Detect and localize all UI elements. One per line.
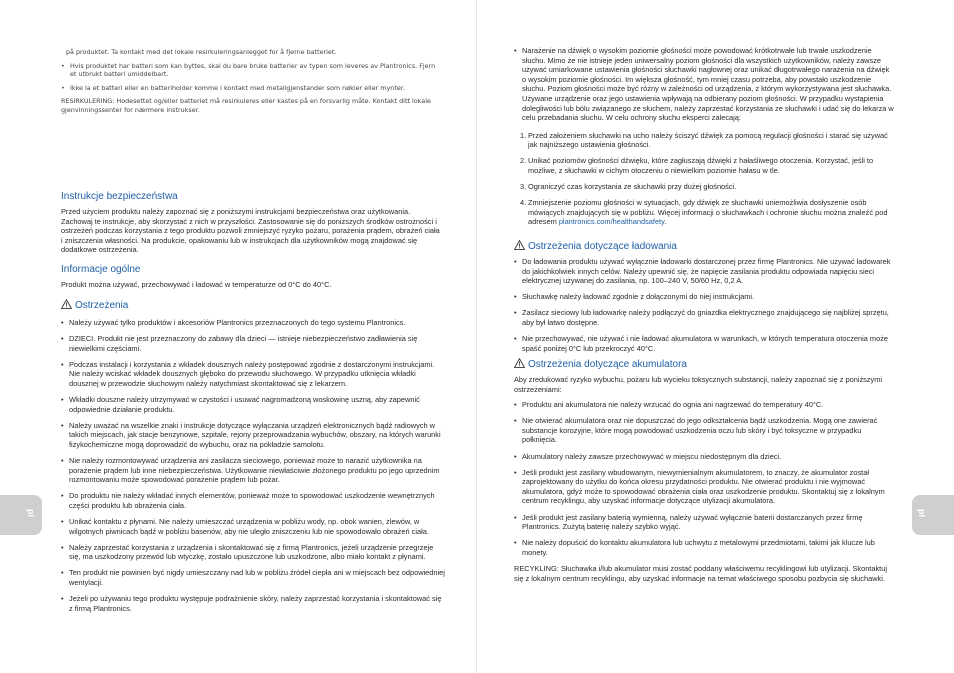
list-item: [514, 156, 894, 175]
step-number: 1.: [520, 130, 527, 140]
general-paragraph: Produkt można używać, przechowywać i ładować w temperaturze od 0°C do 40°C.: [61, 280, 332, 289]
list-item: • Nie przechowywać, nie używać i nie ładować akumulatora w warunkach, w których temperatura otoczenia może spaść poniżej 0°C lub przekroczyć 40°C.: [514, 334, 894, 353]
warning-triangle-icon: [514, 358, 525, 368]
list-item: • Do produktu nie należy wkładać innych elementów, ponieważ może to spowodować uszkodzenie wewnętrznych części produktu lub obrażenia ciała.: [61, 491, 445, 510]
list-item: • Ten produkt nie powinien być nigdy umieszczany nad lub w pobliżu źródeł ciepła ani w miejscach bez odpowiedniej wentylacji.: [61, 568, 445, 587]
safety-heading: Instrukcje bezpieczeństwa: [61, 191, 178, 202]
list-item: • Należy używać tylko produktów i akcesoriów Plantronics przeznaczonych do tego systemu Plantronics.: [61, 318, 445, 328]
list-item: • Nie należy rozmontowywać urządzenia ani zasilacza sieciowego, ponieważ może to narazić użytkownika na porażenie prądem lub inne niebezpieczeństwa. Użytkowanie niewłaściwie złożonego produktu po jego uprzednim rozmontowaniu może spowodować porażenie prądem lub pożar.: [61, 456, 445, 485]
list-item: • Nie otwierać akumulatora oraz nie dopuszczać do jego odkształcenia bądź uszkodzenia. Mogą one zawierać substancje korozyjne, które mogą powodować uszkodzenia oczu lub skóry i być toksyczne w przypadku połknięcia.: [514, 416, 894, 445]
list-item: • Jeśli produkt jest zasilany wbudowanym, niewymienialnym akumulatorem, to znaczy, że akumulator został zaprojektowany do użytku do końca okresu przydatności produktu. Nie otwierać produktu i nie wyjmować akumulatora, gdyż może to spowodować obrażenia ciała oraz uszkodzenie produktu. Skontaktuj się z lokalnym centrum recyklingu, aby uzyskać informacje dotyczące utylizacji akumulatora.: [514, 468, 894, 506]
step-number: 2.: [520, 156, 527, 166]
list-item: [514, 182, 894, 192]
list-item: • Wkładki douszne należy utrzymywać w czystości i usuwać nagromadzoną woskowinę uszną, aby zapewnić odpowiednie działanie produktu.: [61, 395, 445, 414]
language-tab-right: [912, 495, 954, 535]
battery-heading: [514, 358, 687, 370]
step-text: Przed założeniem słuchawki na ucho należy ściszyć dźwięk za pomocą regulacji głośności i starać się używać jak najniższego ustawienia głośności.: [528, 130, 888, 150]
general-text: [61, 280, 441, 290]
list-item: • Jeżeli po używaniu tego produktu występuje podrażnienie skóry, należy zaprzestać korzystania i skontaktować się z firmą Plantronics.: [61, 594, 445, 613]
norwegian-text-block: [61, 48, 441, 115]
step-text: Ograniczyć czas korzystania ze słuchawki przy dużej głośności.: [528, 182, 737, 192]
language-tab-label: pl: [26, 509, 36, 517]
warnings-list-wrap: [61, 318, 445, 620]
charging-list: [514, 257, 894, 353]
list-item: 4. Zmniejszenie poziomu głośności w sytuacjach, gdy dźwięk ze słuchawki uniemożliwia dosłyszenie osób mówiących znajdujących się w pobliżu. Więcej informacji o słuchawkach i ochronie słuchu można znaleźć pod adresem plantronics.com/healthandsafety.: [520, 198, 888, 227]
norwegian-bullet: • Hvis produktet har batteri som kan byttes, skal du bare bruke batterier av typen som leveres av Plantronics. Fjern et utbrukt batteri umiddelbart.: [61, 62, 441, 79]
warnings-list: [61, 318, 445, 613]
step-number: 4.: [520, 198, 527, 208]
norwegian-bullet: • Ikke la et batteri eller en batteriholder komme i kontakt med metallgjenstander som nøkler eller mynter.: [61, 84, 441, 93]
hearing-steps: [514, 131, 894, 227]
norwegian-line: på produktet. Ta kontakt med det lokale resirkuleringsanlegget for å fjerne batteriet.: [66, 48, 337, 56]
list-item: • Unikać kontaktu z płynami. Nie należy umieszczać urządzenia w pobliżu wody, np. obok wanien, zlewów, w wilgotnych piwnicach bądź w pobliżu basenów, aby nie uległo zniszczeniu lub nie spowodowało obrażeń ciała.: [61, 517, 445, 536]
list-item: • Nie należy dopuścić do kontaktu akumulatora lub uchwytu z metalowymi przedmiotami, takimi jak klucze lub monety.: [514, 538, 894, 557]
list-item: • Zasilacz sieciowy lub ładowarkę należy podłączyć do gniazdka elektrycznego znajdującego się najbliżej sprzętu, aby był łatwo dostępne.: [514, 308, 894, 327]
charging-section: [514, 257, 894, 360]
norwegian-recycling: RESIRKULERING: Hodesettet og/eller batteriet må resirkuleres eller kastes på en forsvarlig måte. Kontakt ditt lokale gjenvinningssenter for nærmere instrukser.: [61, 97, 431, 114]
health-safety-link[interactable]: plantronics.com/healthandsafety: [558, 217, 665, 227]
safety-text: [61, 207, 441, 255]
warning-triangle-icon: [61, 299, 72, 309]
charging-heading: [514, 240, 677, 252]
list-item: • Podczas instalacji i korzystania z wkładek dousznych należy postępować zgodnie z dostarczonymi instrukcjami. Nie należy wciskać wkładek dousznych głęboko do przewodu słuchowego. W przypadku utknięcia wkładki dousznej w przewodzie słuchowym należy natychmiast skontaktować się z lekarzem.: [61, 360, 445, 389]
warnings-heading: [61, 299, 128, 311]
battery-list: [514, 400, 894, 557]
list-item: • Do ładowania produktu używać wyłącznie ładowarki dostarczonej przez firmę Plantronics. Nie używać ładowarek do jakichkolwiek innych celów. Należy upewnić się, że napięcie zasilania produktu odpowiada napięciu sieci elektrycznej używanej do zasilania, np. 100–240 V, 50/60 Hz, 0,2 A.: [514, 257, 894, 286]
battery-section: [514, 375, 894, 583]
warnings-heading-text: Ostrzeżenia: [75, 300, 129, 311]
general-heading: Informacje ogólne: [61, 264, 141, 275]
list-item: • Słuchawkę należy ładować zgodnie z dołączonymi do niej instrukcjami.: [514, 292, 894, 302]
list-item: • Akumulatory należy zawsze przechowywać w miejscu niedostępnym dla dzieci.: [514, 452, 894, 462]
list-item: • Produktu ani akumulatora nie należy wrzucać do ognia ani nagrzewać do temperatury 40°C.: [514, 400, 894, 410]
charging-heading-text: Ostrzeżenia dotyczące ładowania: [528, 241, 677, 252]
battery-intro: Aby zredukować ryzyko wybuchu, pożaru lub wycieku toksycznych substancji, należy zapoznać się z poniższymi ostrzeżeniami:: [514, 375, 883, 394]
list-item: • Należy zaprzestać korzystania z urządzenia i skontaktować się z firmą Plantronics, jeżeli urządzenie przegrzeje się, ma uszkodzony przewód lub wtyczkę, zostało upuszczone lub uszkodzone, albo miało kontakt z płynami.: [61, 543, 445, 562]
list-item: • Jeśli produkt jest zasilany baterią wymienną, należy używać wyłącznie baterii dostarczanych przez firmę Plantronics. Zużytą baterię należy szybko wyjąć.: [514, 513, 894, 532]
step-number: 3.: [520, 182, 527, 192]
list-item: [514, 131, 894, 150]
list-item: • Należy uważać na wszelkie znaki i instrukcje dotyczące wyłączania urządzeń elektronicznych bądź radiowych w takich miejscach, jak stacje benzynowe, szpitale, rejony przeprowadzania wybuchów, obszary, na których warunki fizykochemiczne mogą doprowadzić do wybuchu, oraz na pokładzie samolotu.: [61, 421, 445, 450]
step-text: Unikać poziomów głośności dźwięku, które zagłuszają dźwięki z hałaśliwego otoczenia. Korzystać, jeśli to możliwe, z słuchawki w cichym otoczeniu o niewielkim poziomie hałasu w tle.: [528, 156, 874, 176]
warning-triangle-icon: [514, 240, 525, 250]
language-tab-label: pl: [917, 509, 927, 517]
recycling-text: RECYKLING: Słuchawka i/lub akumulator musi zostać poddany właściwemu recyklingowi lub utylizacji. Skontaktuj się z lokalnym centrum recyklingu, aby uzyskać informacje na temat właściwego sposobu pozbycia się słuchawki.: [514, 563, 887, 583]
hearing-list: [514, 46, 894, 123]
safety-paragraph: Przed użyciem produktu należy zapoznać się z poniższymi instrukcjami bezpieczeństwa oraz użytkowania. Zachowaj te instrukcje, aby skorzystać z nich w przyszłości. Zastosowanie się do poniższych środków ostrożności i ostrzeżeń podczas korzystania z tego produktu pozwoli zmniejszyć ryzyko pożaru, porażenia prądem, obrażeń ciała i zniszczenia własności. Na produkcie, opakowaniu lub w instrukcjach dla użytkowników mogą znajdować się dodatkowe ostrzeżenia.: [61, 207, 440, 255]
language-tab-left: [0, 495, 42, 535]
step-text: Zmniejszenie poziomu głośności w sytuacjach, gdy dźwięk ze słuchawki uniemożliwia dosłyszenie osób mówiących znajdujących się w pobliżu. Więcej informacji o słuchawkach i ochronie słuchu można znaleźć pod adresem: [528, 198, 888, 227]
hearing-section: [514, 46, 894, 234]
list-item: • DZIECI. Produkt nie jest przeznaczony do zabawy dla dzieci — istnieje niebezpieczeństwo zadławienia się niewielkimi częściami.: [61, 334, 445, 353]
battery-heading-text: Ostrzeżenia dotyczące akumulatora: [528, 359, 687, 370]
list-item: • Narażenie na dźwięk o wysokim poziomie głośności może powodować krótkotrwałe lub trwałe uszkodzenie słuchu. Mimo że nie istnieje jeden uniwersalny poziom głośności dla wszystkich użytkowników, należy zawsze używać umiarkowane ustawienia głośności słuchawki nagłownej oraz unikać długotrwałego narażenia na dźwięk o wysokim poziomie głośności. Im większa głośność, tym mniej czasu potrzeba, aby powstało uszkodzenie słuchu. Poziom głośności może być różny w zależności od urządzenia, z którym wykorzystywana jest słuchawka. Używane urządzenie oraz jego ustawienia wpływają na odbierany poziom głośności. W przypadku wystąpienia dolegliwości lub bólu związanego ze słuchem, należy zaprzestać korzystania ze słuchawki i udać się do lekarza w celu przebadania słuchu. W celu ochrony słuchu eksperci zalecają:: [514, 46, 894, 123]
